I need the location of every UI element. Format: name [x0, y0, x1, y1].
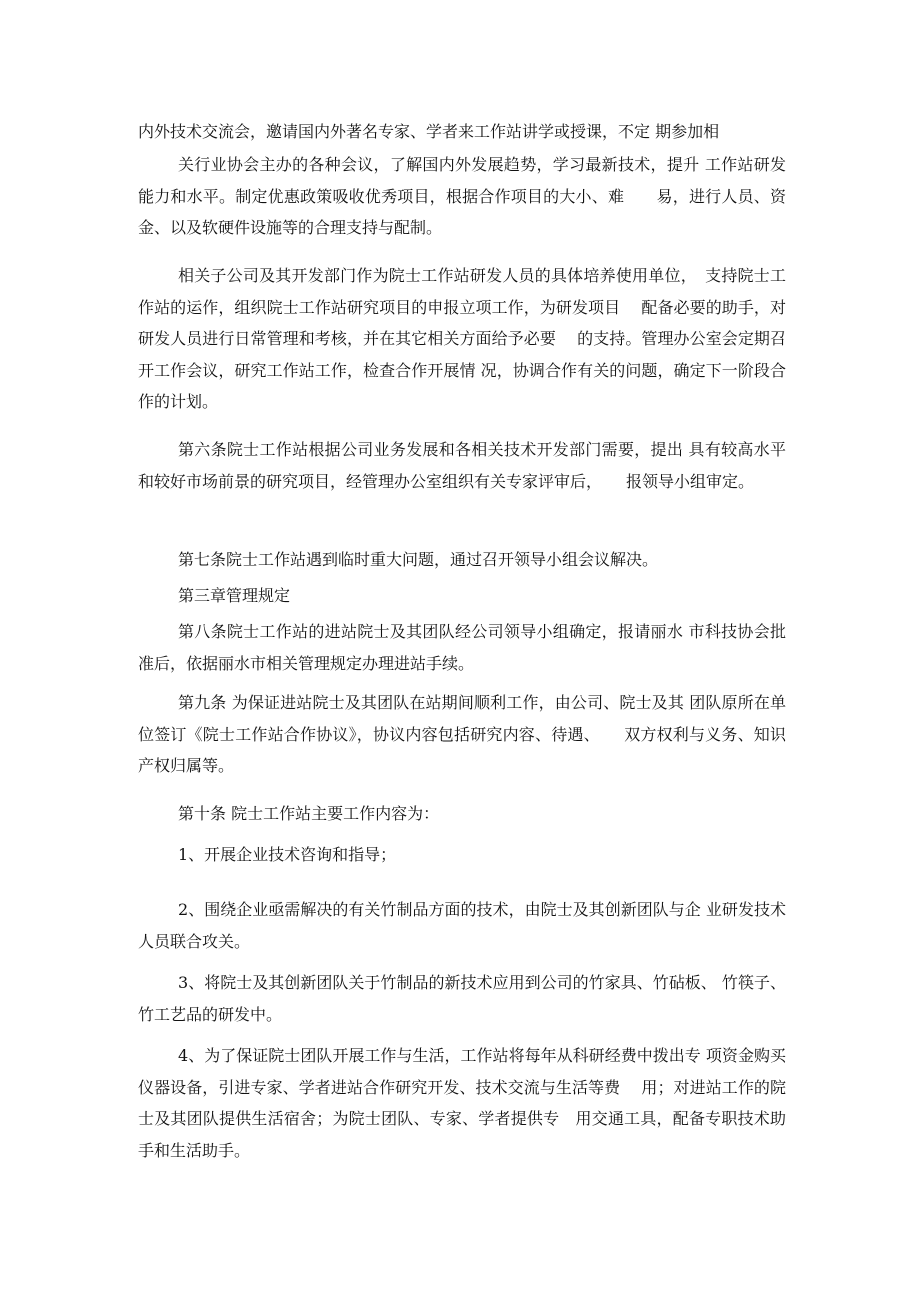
- list-item-support-funding: 4、为了保证院士团队开展工作与生活，工作站将每年从科研经费中拨出专 项资金购买仪器设备，引进专家、学者进站合作研究开发、技术交流与生活等费 用；对进站工作的院士及其团队提供生活宿舍；为院士团队、专家、学者提供专 用交通工具，配备专职技术助手和生活助手。: [138, 1046, 786, 1160]
- paragraph-subsidiary-support: 相关子公司及其开发部门作为院士工作站研发人员的具体培养使用单位， 支持院士工作站的运作，组织院士工作站研究项目的申报立项工作，为研发项目 配备必要的助手，对研发人员进行日常管理和考核，并在其它相关方面给予必要 的支持。管理办公室会定期召开工作会议，研究工作站工作，检查合作开展情 况，协调合作有关的问题，确定下一阶段合作的计划。: [138, 266, 786, 411]
- chapter-three-heading: 第三章管理规定: [178, 586, 291, 605]
- paragraph-article-ten: 第十条 院士工作站主要工作内容为：: [178, 804, 440, 823]
- paragraph-continued-exchange: 内外技术交流会，邀请国内外著名专家、学者来工作站讲学或授课，不定 期参加相: [138, 122, 720, 141]
- paragraph-article-six: 第六条院士工作站根据公司业务发展和各相关技术开发部门需要，提出 具有较高水平和较好市场前景的研究项目，经管理办公室组织有关专家评审后， 报领导小组审定。: [138, 440, 786, 491]
- paragraph-article-nine: 第九条 为保证进站院士及其团队在站期间顺利工作，由公司、院士及其 团队原所在单位签订《院士工作站合作协议》，协议内容包括研究内容、待遇、 双方权利与义务、知识产权归属等。: [138, 693, 786, 775]
- list-item-consulting: 1、开展企业技术咨询和指导；: [178, 845, 397, 864]
- list-item-joint-research: 2、围绕企业亟需解决的有关竹制品方面的技术，由院士及其创新团队与企 业研发技术人员联合攻关。: [138, 900, 786, 951]
- paragraph-article-seven: 第七条院士工作站遇到临时重大问题，通过召开领导小组会议解决。: [178, 550, 659, 569]
- list-item-technology-application: 3、将院士及其创新团队关于竹制品的新技术应用到公司的竹家具、竹砧板、 竹筷子、竹工艺品的研发中。: [138, 973, 786, 1024]
- paragraph-article-eight: 第八条院士工作站的进站院士及其团队经公司领导小组确定，报请丽水 市科技协会批准后，依据丽水市相关管理规定办理进站手续。: [138, 622, 786, 673]
- paragraph-industry-meetings: 关行业协会主办的各种会议，了解国内外发展趋势，学习最新技术，提升 工作站研发能力和水平。制定优惠政策吸收优秀项目，根据合作项目的大小、难 易，进行人员、资金、以及软硬件设施等的合理支持与配制。: [138, 155, 786, 237]
